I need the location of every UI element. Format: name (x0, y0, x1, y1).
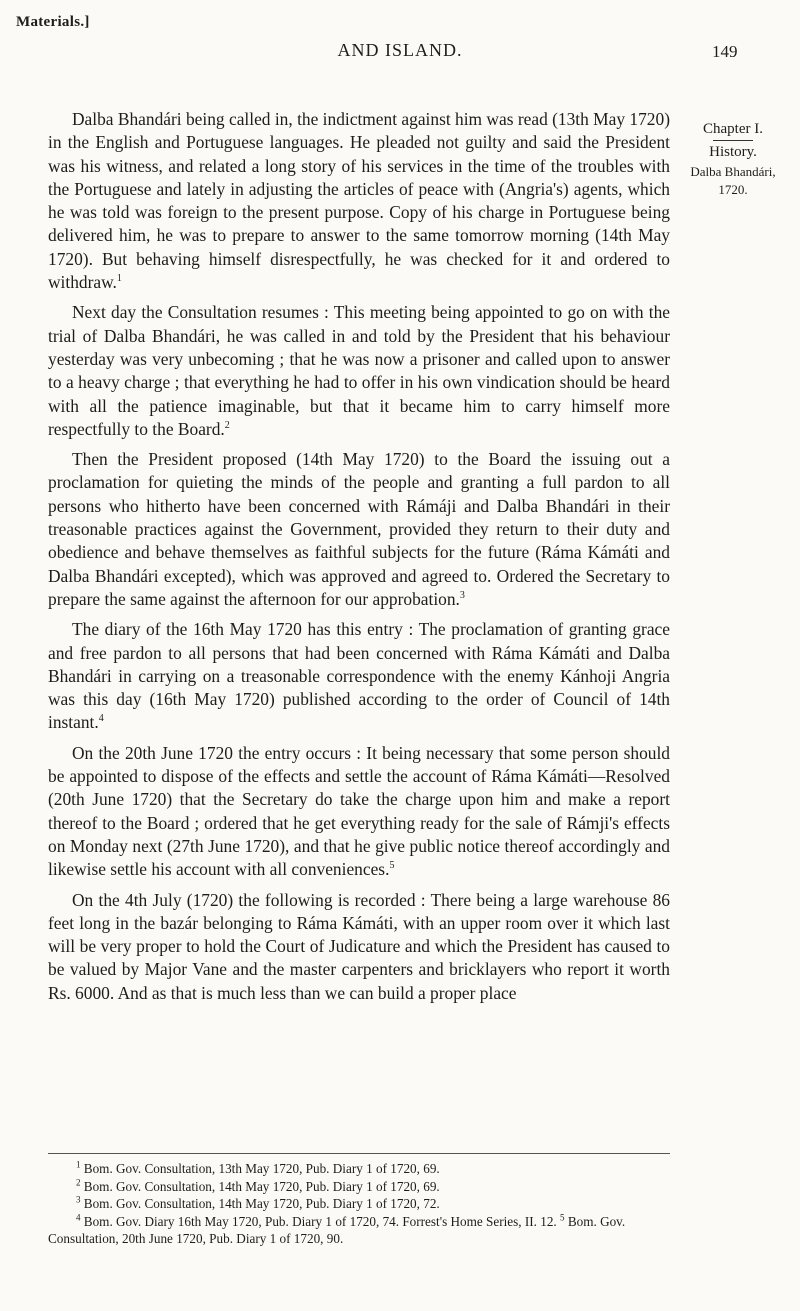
running-head-left: Materials.] (16, 14, 90, 30)
footnote-text: Bom. Gov. Consultation, 20th June 1720, Pub. Diary 1 of 1720, 90. (48, 1213, 626, 1246)
footnote-text: Bom. Gov. Consultation, 14th May 1720, Pub. Diary 1 of 1720, 69. (83, 1178, 440, 1194)
paragraph (48, 108, 670, 294)
footnote-text: Bom. Gov. Consultation, 14th May 1720, Pub. Diary 1 of 1720, 72. (83, 1196, 440, 1211)
footnote-ref: 1 (116, 273, 122, 285)
paragraph (48, 889, 670, 1005)
footnote (48, 1160, 670, 1178)
footnote-mark: 5 (560, 1212, 565, 1223)
paragraph (48, 618, 670, 734)
footnote-mark: 1 (76, 1159, 81, 1170)
footnote-divider (48, 1153, 670, 1154)
paragraph-text: Dalba Bhandári being called in, the indictment against him was read (13th May 1720) in the English and Portuguese languages. He pleaded not guilty and said the President was his witness, and related a long story of his services in the time of the troubles with the Portuguese and lately in adjusting the articles of peace with (Angria's) agents, which he was told was foreign to the present purpose. Copy of his charge in Portuguese being delivered him, he was to prepare to answer to the same tomorrow morning (14th May 1720). But behaving himself disrespectfully, he was checked for it and ordered to withdraw. (48, 109, 670, 293)
margin-year: 1720. (718, 182, 748, 197)
running-head-title: AND ISLAND. (337, 40, 463, 60)
footnote-text: Bom. Gov. Consultation, 13th May 1720, Pub. Diary 1 of 1720, 69. (83, 1161, 440, 1176)
margin-notes (672, 118, 794, 199)
page-number: 149 (712, 42, 738, 61)
margin-topic: Dalba Bhandári, (690, 164, 776, 179)
footnote-ref: 2 (224, 420, 230, 432)
footnote (48, 1178, 670, 1196)
footnotes (48, 1160, 670, 1248)
body-text (48, 108, 670, 1012)
footnote-mark: 3 (76, 1194, 81, 1205)
footnote-text: Bom. Gov. Diary 16th May 1720, Pub. Diary 1 of 1720, 74. Forrest's Home Series, II. 12. (83, 1213, 557, 1229)
paragraph-text: Next day the Consultation resumes : This meeting being appointed to go on with the trial of Dalba Bhandári, he was called in and told by the President that his behaviour yesterday was very unbecoming ; that he was now a prisoner and called upon to answer to a heavy charge ; that everything he had to offer in his own vindication should be heard with all the patience imaginable, but that it became him to carry himself more respectfully to the Board. (48, 302, 670, 439)
margin-chapter: Chapter I. (703, 121, 763, 137)
footnote-mark: 2 (76, 1177, 81, 1188)
paragraph-text: Then the President proposed (14th May 1720) to the Board the issuing out a proclamation for quieting the minds of the people and granting a full pardon to all persons who hitherto have been concerned with Rámáji and Dalba Bhandári in their treasonable practices against the Government, provided they return to their duty and obedience and behave themselves as faithful subjects for the future (Ráma Kámáti and Dalba Bhandári excepted), which was approved and agreed to. Ordered the Secretary to prepare the same against the afternoon for our approbation. (48, 449, 670, 609)
footnote (48, 1195, 670, 1213)
paragraph (48, 301, 670, 441)
footnote (48, 1213, 670, 1248)
footnote-mark: 4 (76, 1212, 81, 1223)
footnote-ref: 3 (459, 590, 465, 602)
footnote-ref: 4 (98, 713, 104, 725)
paragraph-text: On the 4th July (1720) the following is recorded : There being a large warehouse 86 feet long in the bazár belonging to Ráma Kámáti, with an upper room over it which last will be very proper to hold the Court of Judicature and which the President has caused to be valued by Major Vane and the master carpenters and bricklayers who report it worth Rs. 6000. And as that is much less than we can build a proper place (48, 889, 670, 1003)
paragraph (48, 448, 670, 611)
footnote-ref: 5 (389, 860, 395, 872)
paragraph-text: The diary of the 16th May 1720 has this entry : The proclamation of granting grace and free pardon to all persons that had been concerned with Ráma Kámáti and Dalba Bhandári in carrying on a treasonable correspondence with the enemy Kánhoji Angria was this day (16th May 1720) published according to the order of Council of 14th instant. (48, 619, 670, 733)
margin-section: History. (709, 144, 757, 160)
paragraph-text: On the 20th June 1720 the entry occurs : It being necessary that some person should be appointed to dispose of the effects and settle the account of Ráma Kámáti—Resolved (20th June 1720) that the Secretary do take the charge upon him and make a report thereof to the Board ; ordered that he get everything ready for the sale of Rámji's effects on Monday next (27th June 1720), and that he give public notice thereof accordingly and likewise settle his account with all conveniences. (48, 742, 670, 880)
paragraph (48, 742, 670, 882)
